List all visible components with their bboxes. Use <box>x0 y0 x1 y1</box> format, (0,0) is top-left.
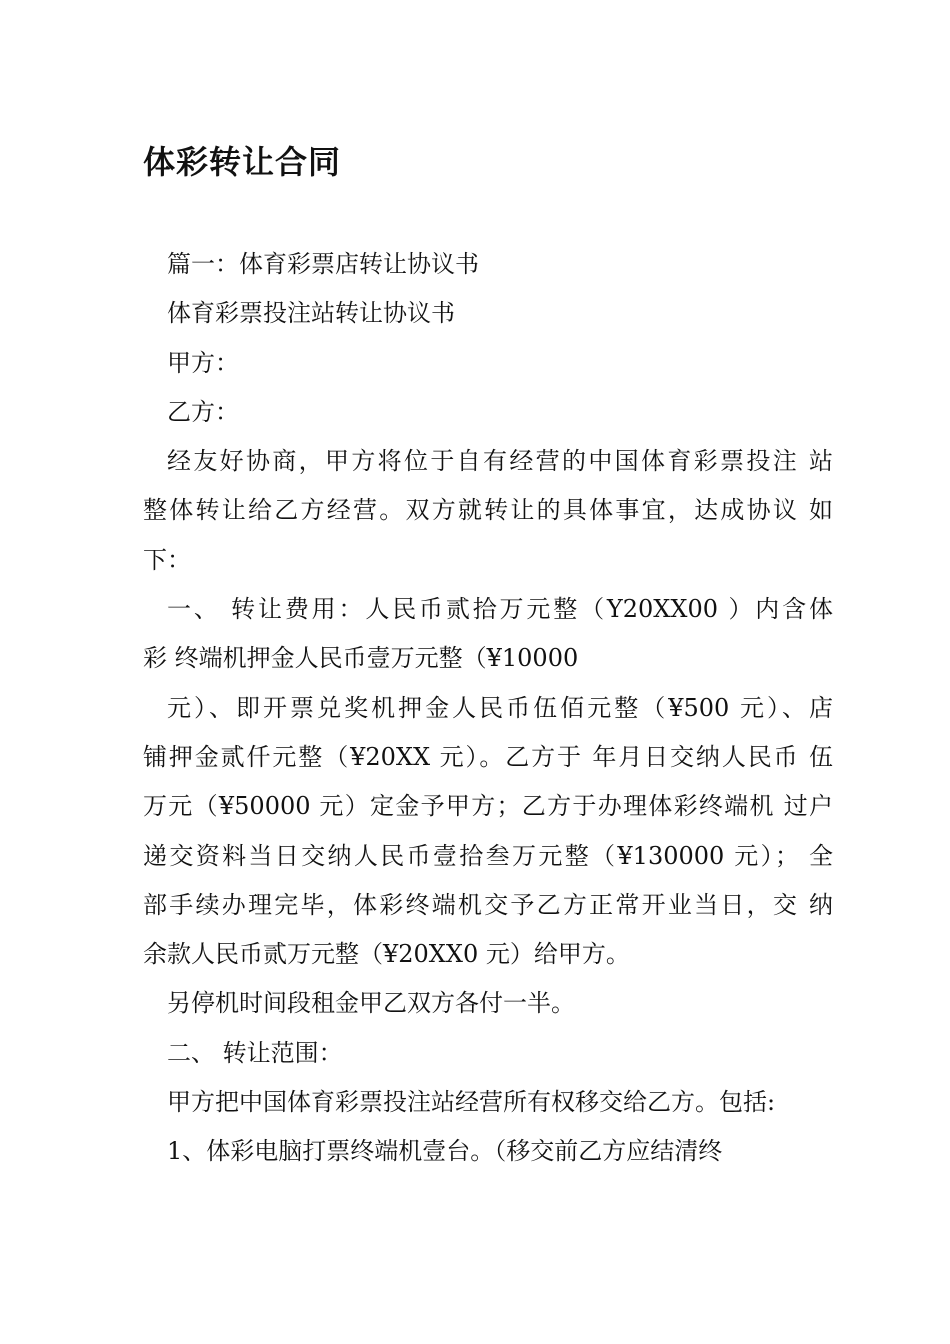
paragraph-line: 元）、即开票兑奖机押金人民币伍佰元整（¥500 元）、店 <box>167 693 833 722</box>
document-body <box>143 240 833 1177</box>
paragraph-line: 另停机时间段租金甲乙双方各付一半。 <box>167 989 575 1018</box>
paragraph-line: 余款人民币贰万元整（¥20XX0 元）给甲方。 <box>143 940 630 969</box>
paragraph-line: 整体转让给乙方经营。双方就转让的具体事宜，达成协议 如 <box>143 496 833 525</box>
paragraph-line: 下： <box>143 545 191 574</box>
paragraph-line: 一、 转让费用：人民币贰拾万元整（Y20XX00 ）内含体 <box>167 595 833 624</box>
paragraph-line: 甲方： <box>167 348 239 377</box>
paragraph-line: 彩 终端机押金人民币壹万元整（¥10000 <box>143 644 579 673</box>
paragraph-line: 经友好协商，甲方将位于自有经营的中国体育彩票投注 站 <box>167 447 833 476</box>
paragraph-line: 二、 转让范围： <box>167 1038 343 1067</box>
paragraph-line: 万元（¥50000 元）定金予甲方；乙方于办理体彩终端机 过户 <box>143 792 833 821</box>
paragraph-line: 体育彩票投注站转让协议书 <box>167 299 455 328</box>
paragraph-line: 部手续办理完毕，体彩终端机交予乙方正常开业当日，交 纳 <box>143 890 833 919</box>
paragraph-line: 篇一：体育彩票店转让协议书 <box>167 250 479 278</box>
paragraph-line: 递交资料当日交纳人民币壹拾叁万元整（¥130000 元）； 全 <box>143 841 833 870</box>
paragraph-line: 乙方： <box>167 397 239 426</box>
paragraph-line: 1、体彩电脑打票终端机壹台。（移交前乙方应结清终 <box>167 1137 723 1166</box>
paragraph-line: 铺押金贰仟元整（¥20XX 元）。乙方于 年月日交纳人民币 伍 <box>143 742 833 771</box>
document-title: 体彩转让合同 <box>143 143 342 181</box>
paragraph-line: 甲方把中国体育彩票投注站经营所有权移交给乙方。包括: <box>167 1088 776 1117</box>
